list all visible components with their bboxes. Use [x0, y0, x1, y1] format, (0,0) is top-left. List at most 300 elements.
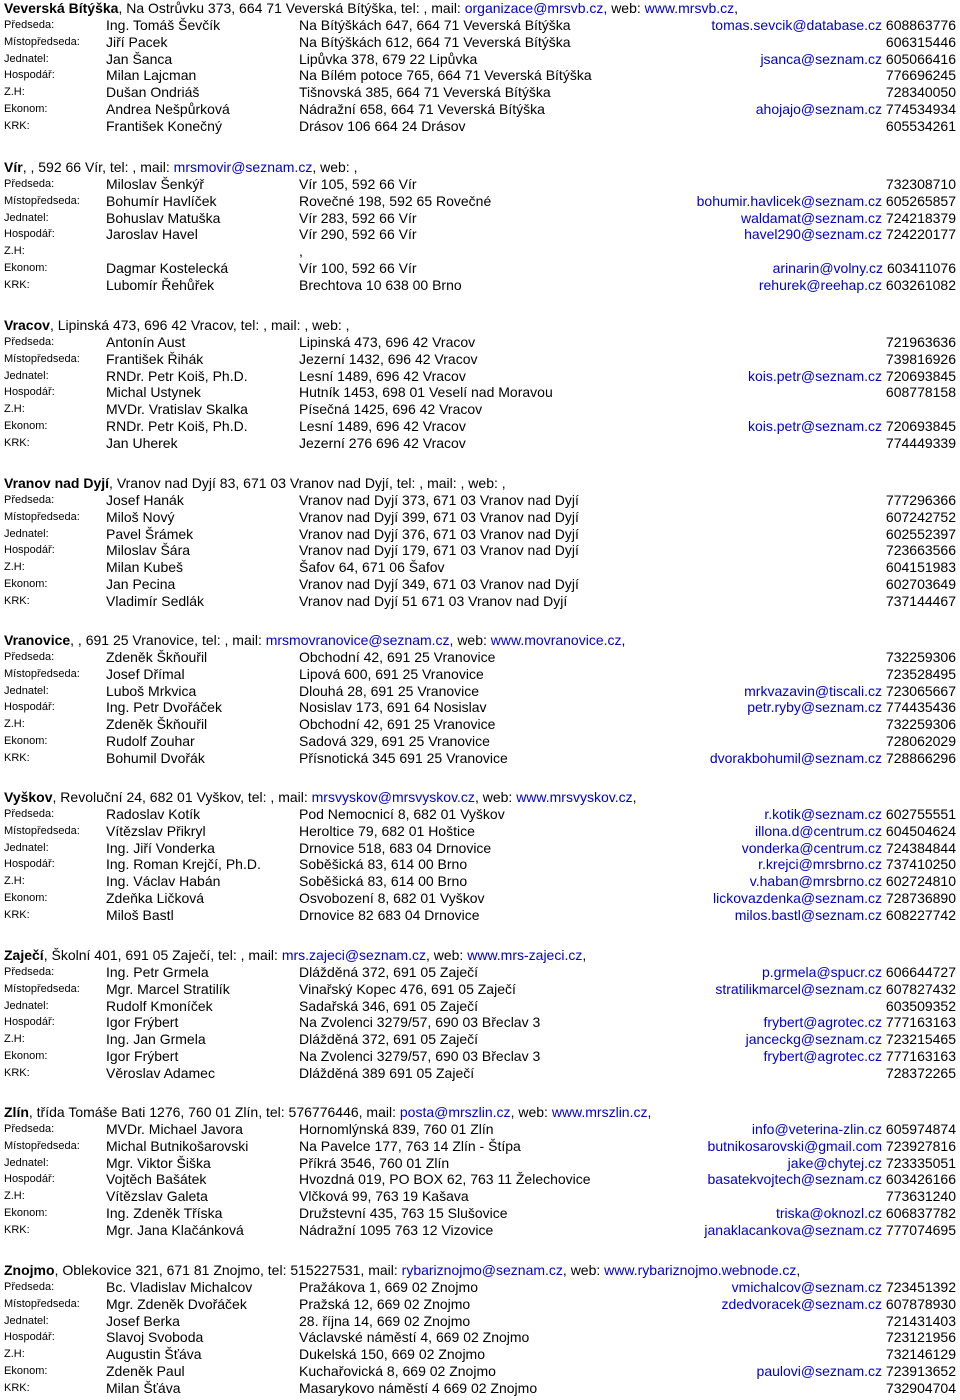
organization-info: ,: [647, 1104, 652, 1120]
organization-info: , web:: [603, 0, 645, 16]
member-row: [4, 683, 956, 700]
member-row: [4, 1065, 956, 1082]
member-phone: 777074695: [885, 1221, 956, 1238]
organization-info: ,: [582, 947, 587, 963]
member-name: Josef Berka: [106, 1312, 180, 1329]
member-role: Jednatel:: [4, 211, 49, 224]
member-row: [4, 176, 956, 193]
member-contact: [760, 51, 956, 68]
member-row: [4, 964, 956, 981]
member-contact: [744, 226, 956, 243]
organization-web-link[interactable]: www.mrsvyskov.cz: [516, 789, 633, 805]
member-contact: [886, 34, 956, 51]
member-contact: [886, 666, 956, 683]
organization-header: [4, 1262, 956, 1279]
organization-mail-link[interactable]: mrsvyskov@mrsvyskov.cz: [311, 789, 475, 805]
organization-info: ,: [632, 789, 637, 805]
member-name: Mgr. Marcel Stratilík: [106, 980, 230, 997]
member-phone: 777296366: [885, 492, 956, 508]
member-email-link[interactable]: kois.petr@seznam.cz: [747, 367, 883, 384]
member-email-link[interactable]: tomas.sevcik@database.cz: [711, 17, 883, 33]
organization-header: [4, 475, 956, 492]
member-email-link[interactable]: zdedvoracek@seznam.cz: [721, 1295, 883, 1312]
organization-info: , web: ,: [312, 159, 358, 175]
organization-name: Vranovice: [4, 632, 71, 648]
member-phone: 723335051: [885, 1154, 956, 1171]
member-name: Radoslav Kotík: [106, 806, 201, 822]
member-name: Igor Frýbert: [106, 1047, 179, 1064]
member-phone: 723215465: [885, 1031, 956, 1048]
member-address: Lipinská 473, 696 42 Vracov: [299, 334, 476, 350]
member-name: Ing. Václav Habán: [106, 873, 221, 890]
member-contact: [750, 873, 956, 890]
member-role: Z.H:: [4, 718, 25, 731]
member-email-link[interactable]: info@veterina-zlin.cz: [751, 1121, 883, 1137]
member-role: Hospodář:: [4, 544, 55, 557]
member-contact: [886, 1313, 956, 1330]
member-contact: [773, 260, 956, 277]
member-address: Hornomlýnská 839, 760 01 Zlín: [299, 1121, 494, 1137]
member-name: Ing. Petr Grmela: [106, 964, 209, 980]
member-contact: [886, 334, 956, 351]
member-role: Předseda:: [4, 19, 55, 31]
member-address: Vranov nad Dyjí 373, 671 03 Vranov nad Dyjí: [299, 492, 579, 508]
member-row: [4, 401, 956, 418]
member-role: Předseda:: [4, 178, 55, 190]
member-phone: 608778158: [885, 384, 956, 401]
member-row: [4, 101, 956, 118]
member-email-link[interactable]: r.kotik@seznam.cz: [764, 806, 883, 822]
member-phone: 776696245: [885, 67, 956, 84]
member-phone: 774534934: [885, 100, 956, 117]
member-name: Rudolf Kmoníček: [106, 997, 213, 1014]
member-name: Bohuslav Matuška: [106, 209, 221, 226]
member-contact: [697, 193, 956, 210]
member-address: Pražákova 1, 669 02 Znojmo: [299, 1279, 478, 1295]
member-role: Z.H:: [4, 561, 25, 574]
member-role: Ekonom:: [4, 102, 48, 115]
organization-web-link[interactable]: www.mrszlin.cz: [551, 1104, 648, 1120]
member-row: [4, 1121, 956, 1138]
member-address: Na Pavelce 177, 763 14 Zlín - Štípa: [299, 1137, 521, 1154]
member-contact: [748, 368, 956, 385]
member-phone: 732259306: [885, 649, 956, 665]
member-phone: 723663566: [885, 542, 956, 559]
member-address: Rovečné 198, 592 65 Rovečné: [299, 192, 492, 209]
member-email-link[interactable]: p.grmela@spucr.cz: [761, 964, 883, 980]
member-email-link[interactable]: vonderka@centrum.cz: [741, 839, 883, 856]
member-phone: 607827432: [885, 980, 956, 997]
member-address: Drnovice 82 683 04 Drnovice: [299, 906, 480, 923]
member-name: Jan Pecina: [106, 575, 176, 592]
member-email-link[interactable]: frybert@agrotec.cz: [763, 1047, 883, 1064]
organization-mail-link[interactable]: rybariznojmo@seznam.cz: [401, 1262, 563, 1278]
member-row: [4, 733, 956, 750]
member-role: KRK:: [4, 1223, 30, 1236]
member-address: Hutník 1453, 698 01 Veselí nad Moravou: [299, 384, 553, 401]
member-address: Vranov nad Dyjí 349, 671 03 Vranov nad Dyjí: [299, 575, 579, 592]
member-row: [4, 1031, 956, 1048]
member-contact: [744, 683, 956, 700]
member-role: Místopředseda:: [4, 194, 80, 207]
member-row: [4, 193, 956, 210]
member-role: Místopředseda:: [4, 982, 80, 995]
member-contact: [747, 699, 956, 716]
member-contact: [704, 1222, 956, 1239]
member-phone: 774449339: [885, 434, 956, 451]
member-email-link[interactable]: janceckg@seznam.cz: [745, 1031, 883, 1048]
member-contact: [759, 277, 956, 294]
member-role: Z.H:: [4, 1033, 25, 1046]
member-address: Pod Nemocnicí 8, 682 01 Vyškov: [299, 806, 505, 822]
organization-mail-link[interactable]: mrsmovranovice@seznam.cz: [265, 632, 450, 648]
member-email-link[interactable]: bohumir.havlicek@seznam.cz: [696, 192, 883, 209]
organization-mail-link[interactable]: organizace@mrsvb.cz: [464, 0, 604, 16]
member-row: [4, 1155, 956, 1172]
member-name: Mgr. Zdeněk Dvořáček: [106, 1295, 247, 1312]
member-phone: 777163163: [885, 1047, 956, 1064]
member-email-link[interactable]: stratilikmarcel@seznam.cz: [715, 980, 883, 997]
member-contact: [886, 576, 956, 593]
member-phone: 602755551: [885, 806, 956, 822]
member-role: Ekonom:: [4, 1049, 48, 1062]
organization-info: , Na Ostrůvku 373, 664 71 Veverská Bítýška, tel: , mail:: [118, 0, 465, 16]
member-role: Jednatel:: [4, 841, 49, 854]
member-role: Z.H:: [4, 403, 25, 416]
member-name: Vladimír Sedlák: [106, 592, 205, 609]
member-row: [4, 1014, 956, 1031]
member-role: KRK:: [4, 751, 30, 764]
member-phone: 724384844: [885, 839, 956, 856]
member-name: Zdeněk Škňouřil: [106, 716, 208, 733]
member-contact: [755, 823, 956, 840]
member-role: KRK:: [4, 278, 30, 291]
organization-web-link[interactable]: www.mrsvb.cz: [644, 0, 735, 16]
member-role: Hospodář:: [4, 386, 55, 399]
member-email-link[interactable]: vmichalcov@seznam.cz: [731, 1279, 883, 1295]
organization-web-link[interactable]: www.movranovice.cz: [490, 632, 622, 648]
member-address: 28. října 14, 669 02 Znojmo: [299, 1312, 471, 1329]
member-row: [4, 750, 956, 767]
member-email-link[interactable]: r.krejci@mrsbrno.cz: [758, 856, 883, 873]
member-row: [4, 210, 956, 227]
member-email-link[interactable]: triska@oknozl.cz: [776, 1204, 883, 1221]
member-row: [4, 51, 956, 68]
member-role: Hospodář:: [4, 1173, 55, 1186]
member-row: [4, 509, 956, 526]
member-address: Jezerní 276 696 42 Vracov: [299, 434, 466, 451]
member-address: Heroltice 79, 682 01 Hoštice: [299, 822, 475, 839]
member-name: Zdeněk Škňouřil: [106, 649, 208, 665]
member-address: Dukelská 150, 669 02 Znojmo: [299, 1346, 485, 1363]
organization-block: [4, 789, 956, 924]
member-contact: [756, 101, 956, 118]
member-address: Na Bílém potoce 765, 664 71 Veverská Bítýška: [299, 67, 592, 84]
member-address: Šafov 64, 671 06 Šafov: [299, 559, 445, 576]
member-name: Vítězslav Galeta: [106, 1188, 208, 1205]
member-email-link[interactable]: frybert@agrotec.cz: [763, 1014, 883, 1031]
organization-mail-link[interactable]: mrs.zajeci@seznam.cz: [281, 947, 426, 963]
member-contact: [886, 542, 956, 559]
member-row: [4, 384, 956, 401]
member-contact: [764, 1014, 956, 1031]
organization-block: [4, 317, 956, 452]
organization-info: , Oblekovice 321, 671 81 Znojmo, tel: 515227531, mail:: [54, 1262, 402, 1278]
member-address: Příkrá 3546, 760 01 Zlín: [299, 1154, 450, 1171]
member-contact: [886, 176, 956, 193]
member-contact: [741, 210, 956, 227]
member-address: Vír 100, 592 66 Vír: [299, 259, 417, 276]
member-contact: [776, 1205, 956, 1222]
member-name: MVDr. Michael Javora: [106, 1121, 243, 1137]
member-email-link[interactable]: lickovazdenka@seznam.cz: [712, 889, 883, 906]
member-address: Brechtova 10 638 00 Brno: [299, 276, 462, 293]
member-phone: 724218379: [885, 209, 956, 226]
organization-info: , , 691 25 Vranovice, tel: , mail:: [70, 632, 266, 648]
organization-info: , Revoluční 24, 682 01 Vyškov, tel: , mail:: [52, 789, 312, 805]
member-row: [4, 435, 956, 452]
member-contact: [886, 1329, 956, 1346]
member-row: [4, 716, 956, 733]
member-phone: 728866296: [885, 749, 956, 766]
member-row: [4, 1346, 956, 1363]
member-row: [4, 981, 956, 998]
member-phone: 720693845: [885, 367, 956, 384]
member-contact: [722, 1296, 956, 1313]
organization-info: ,: [621, 632, 626, 648]
member-role: Ekonom:: [4, 261, 48, 274]
member-phone: 721963636: [885, 334, 956, 350]
member-phone: 602724810: [885, 873, 956, 890]
member-address: Dlážděná 389 691 05 Zaječí: [299, 1064, 475, 1081]
organization-info: , web:: [449, 632, 491, 648]
member-email-link[interactable]: jsanca@seznam.cz: [760, 50, 883, 67]
member-address: Na Zvolenci 3279/57, 690 03 Břeclav 3: [299, 1014, 541, 1031]
member-name: Jaroslav Havel: [106, 226, 198, 243]
member-contact: [886, 733, 956, 750]
member-contact: [711, 17, 956, 34]
member-role: Jednatel:: [4, 684, 49, 697]
member-phone: 607242752: [885, 508, 956, 525]
member-address: Nosislav 173, 691 64 Nosislav: [299, 699, 487, 716]
member-phone: 728062029: [885, 732, 956, 749]
member-name: Slavoj Svoboda: [106, 1329, 204, 1346]
member-name: Bc. Vladislav Michalcov: [106, 1279, 253, 1295]
member-name: Milan Šťáva: [106, 1379, 181, 1396]
member-name: Igor Frýbert: [106, 1014, 179, 1031]
member-role: Předseda:: [4, 494, 55, 506]
member-row: [4, 1363, 956, 1380]
member-row: [4, 492, 956, 509]
organization-header: [4, 1104, 956, 1121]
member-name: Věroslav Adamec: [106, 1064, 215, 1081]
member-role: Ekonom:: [4, 1364, 48, 1377]
member-row: [4, 368, 956, 385]
member-contact: [886, 1380, 956, 1397]
member-contact: [742, 840, 956, 857]
member-name: Andrea Nešpůrková: [106, 100, 230, 117]
member-row: [4, 226, 956, 243]
member-contact: [715, 981, 956, 998]
member-role: KRK:: [4, 1066, 30, 1079]
organization-block: [4, 632, 956, 767]
member-address: ,: [299, 243, 303, 260]
member-row: [4, 1313, 956, 1330]
member-email-link[interactable]: waldamat@seznam.cz: [740, 209, 883, 226]
member-contact: [708, 1171, 956, 1188]
member-name: Jan Šanca: [106, 50, 173, 67]
member-role: Z.H:: [4, 1190, 25, 1203]
member-contact: [886, 998, 956, 1015]
organization-info: , web:: [562, 1262, 605, 1278]
member-email-link[interactable]: havel290@seznam.cz: [744, 226, 883, 243]
member-email-link[interactable]: arinarin@volny.cz: [772, 259, 884, 276]
member-contact: [752, 1121, 956, 1138]
member-address: Sadová 329, 691 25 Vranovice: [299, 732, 490, 749]
member-email-link[interactable]: basatekvojtech@seznam.cz: [707, 1171, 883, 1188]
member-name: František Řihák: [106, 350, 204, 367]
organization-info: , web:: [510, 1104, 552, 1120]
organization-info: , Vranov nad Dyjí 83, 671 03 Vranov nad Dyjí, tel: , mail: , web: ,: [109, 475, 506, 491]
member-role: Místopředseda:: [4, 352, 80, 365]
member-role: KRK:: [4, 119, 30, 132]
member-address: Nádražní 1095 763 12 Vizovice: [299, 1221, 494, 1238]
member-row: [4, 649, 956, 666]
member-phone: 732308710: [885, 176, 956, 192]
member-address: Lesní 1489, 696 42 Vracov: [299, 417, 466, 434]
member-phone: 602552397: [885, 525, 956, 542]
member-role: Jednatel:: [4, 1314, 49, 1327]
member-phone: 739816926: [885, 350, 956, 367]
member-phone: 603509352: [885, 997, 956, 1014]
member-name: Ing. Zdeněk Tříska: [106, 1204, 223, 1221]
member-email-link[interactable]: v.haban@mrsbrno.cz: [749, 873, 883, 890]
member-row: [4, 118, 956, 135]
member-contact: [886, 509, 956, 526]
organization-web-link[interactable]: www.mrs-zajeci.cz: [467, 947, 583, 963]
member-name: Miloslav Šára: [106, 542, 191, 559]
member-role: Předseda:: [4, 808, 55, 820]
member-email-link[interactable]: paulovi@seznam.cz: [756, 1362, 883, 1379]
member-role: Předseda:: [4, 1281, 55, 1293]
member-email-link[interactable]: jake@chytej.cz: [787, 1154, 883, 1171]
member-address: Písečná 1425, 696 42 Vracov: [299, 401, 483, 418]
member-role: Ekonom:: [4, 734, 48, 747]
member-address: Na Bítýškách 647, 664 71 Veverská Bítýška: [299, 17, 571, 33]
member-email-link[interactable]: illona.d@centrum.cz: [754, 822, 883, 839]
member-name: Miloslav Šenkýř: [106, 176, 205, 192]
member-name: Vítězslav Přikryl: [106, 822, 206, 839]
organization-mail-link[interactable]: mrsmovir@seznam.cz: [173, 159, 313, 175]
member-contact: [886, 492, 956, 509]
member-contact: [758, 856, 956, 873]
member-row: [4, 593, 956, 610]
member-row: [4, 1138, 956, 1155]
member-row: [4, 666, 956, 683]
member-contact: [886, 1188, 956, 1205]
member-role: Jednatel:: [4, 1156, 49, 1169]
member-row: [4, 998, 956, 1015]
member-contact: [886, 716, 956, 733]
member-phone: 723528495: [885, 665, 956, 682]
member-email-link[interactable]: rehurek@reehap.cz: [758, 276, 883, 293]
member-role: Ekonom:: [4, 577, 48, 590]
member-name: Josef Dřímal: [106, 665, 185, 682]
member-contact: [886, 1346, 956, 1363]
member-email-link[interactable]: ahojajo@seznam.cz: [755, 100, 883, 117]
member-address: Družstevní 435, 763 15 Slušovice: [299, 1204, 508, 1221]
member-contact: [746, 1031, 956, 1048]
member-contact: [735, 907, 956, 924]
member-email-link[interactable]: milos.bastl@seznam.cz: [734, 906, 883, 923]
member-email-link[interactable]: dvorakbohumil@seznam.cz: [709, 749, 883, 766]
member-row: [4, 526, 956, 543]
member-address: Vír 105, 592 66 Vír: [299, 176, 417, 192]
member-email-link[interactable]: mrkvazavin@tiscali.cz: [744, 682, 883, 699]
member-email-link[interactable]: petr.ryby@seznam.cz: [747, 699, 883, 716]
member-address: Vír 283, 592 66 Vír: [299, 209, 417, 226]
member-phone: 721431403: [885, 1312, 956, 1329]
member-row: [4, 1171, 956, 1188]
organization-web-link[interactable]: www.rybariznojmo.webnode.cz: [604, 1262, 797, 1278]
organization-mail-link[interactable]: posta@mrszlin.cz: [399, 1104, 511, 1120]
member-name: Miloš Bastl: [106, 906, 174, 923]
member-contact: [710, 750, 956, 767]
member-phone: 728372265: [885, 1064, 956, 1081]
member-phone: 723121956: [885, 1329, 956, 1346]
member-role: Jednatel:: [4, 999, 49, 1012]
member-address: Václavské náměstí 4, 669 02 Znojmo: [299, 1329, 530, 1346]
member-address: Vinařský Kopec 476, 691 05 Zaječí: [299, 980, 516, 997]
member-contact: [788, 1155, 956, 1172]
organization-info: , Lipinská 473, 696 42 Vracov, tel: , mail: , web: ,: [49, 317, 350, 333]
member-phone: 720693845: [885, 417, 956, 434]
organization-header: [4, 159, 956, 176]
member-contact: [886, 526, 956, 543]
member-role: KRK:: [4, 908, 30, 921]
member-email-link[interactable]: butnikosarovski@gmail.com: [707, 1137, 883, 1154]
member-phone: 604504624: [885, 822, 956, 839]
organization-block: [4, 159, 956, 294]
member-address: Drnovice 518, 683 04 Drnovice: [299, 839, 492, 856]
member-contact: [764, 806, 956, 823]
member-role: Hospodář:: [4, 701, 55, 714]
member-phone: 603411076: [886, 259, 956, 276]
member-role: KRK:: [4, 1381, 30, 1394]
member-row: [4, 1048, 956, 1065]
member-email-link[interactable]: janaklacankova@seznam.cz: [704, 1221, 883, 1238]
member-role: Předseda:: [4, 651, 55, 663]
member-name: Michal Butnikošarovski: [106, 1137, 249, 1154]
member-role: Z.H:: [4, 86, 25, 99]
organization-info: , , 592 66 Vír, tel: , mail:: [22, 159, 174, 175]
member-phone: 732146129: [885, 1346, 956, 1363]
member-name: Dušan Ondriáš: [106, 84, 200, 101]
member-contact: [713, 890, 956, 907]
organization-info: , web:: [425, 947, 468, 963]
member-address: Hvozdná 019, PO BOX 62, 763 11 Želechovice: [299, 1171, 591, 1188]
member-row: [4, 699, 956, 716]
member-phone: 723927816: [885, 1137, 956, 1154]
member-role: Z.H:: [4, 1348, 25, 1361]
member-email-link[interactable]: kois.petr@seznam.cz: [747, 417, 883, 434]
member-phone: 723913652: [885, 1362, 956, 1379]
member-phone: 737144467: [885, 592, 956, 609]
member-name: RNDr. Petr Koiš, Ph.D.: [106, 367, 248, 384]
member-name: Bohumír Havlíček: [106, 192, 217, 209]
member-name: Milan Kubeš: [106, 559, 184, 576]
member-role: Jednatel:: [4, 527, 49, 540]
